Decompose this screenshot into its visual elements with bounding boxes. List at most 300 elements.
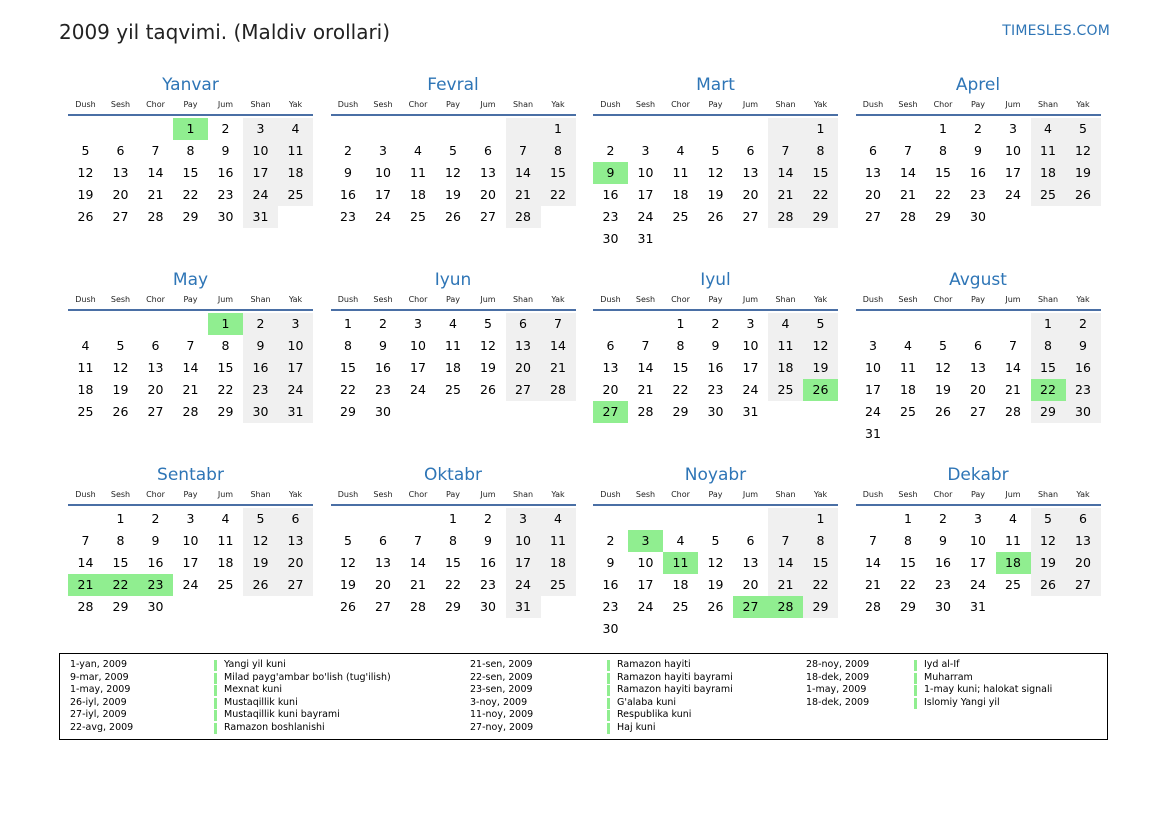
day-cell: 7 xyxy=(506,140,541,162)
weekday-label: Dush xyxy=(75,490,96,499)
day-cell: 23 xyxy=(340,209,356,224)
day-cell: 16 xyxy=(375,360,391,375)
day-cell: 12 xyxy=(243,530,278,552)
weekday-label: Yak xyxy=(288,100,303,109)
legend-row xyxy=(60,697,1107,710)
legend-row xyxy=(60,659,1107,672)
days-grid xyxy=(856,118,1101,228)
weekday-label: Shan xyxy=(512,295,534,304)
day-cell: 20 xyxy=(970,382,986,397)
legend-holiday-name: Milad payg'ambar bo'lish (tug'ilish) xyxy=(224,671,391,683)
day-cell: 29 xyxy=(445,599,461,614)
day-cell: 13 xyxy=(375,555,391,570)
day-cell: 11 xyxy=(445,338,461,353)
month-calendar xyxy=(856,74,1101,269)
weekday-label: Pay xyxy=(708,295,723,304)
empty-day-cell xyxy=(768,118,803,140)
empty-day-cell xyxy=(593,313,628,335)
day-cell: 25 xyxy=(1005,577,1021,592)
day-cell: 29 xyxy=(112,599,129,614)
day-cell: 4 xyxy=(1031,118,1066,140)
day-cell: 6 xyxy=(151,338,160,353)
day-cell: 7 xyxy=(641,338,650,353)
day-cell: 20 xyxy=(602,382,619,397)
legend-row xyxy=(60,684,1107,697)
weekday-label: Yak xyxy=(1076,295,1090,304)
day-cell: 14 xyxy=(506,162,541,184)
day-cell: 2 xyxy=(344,143,352,158)
day-cell: 26 xyxy=(1066,184,1101,206)
day-cell: 4 xyxy=(676,143,685,158)
day-cell: 25 xyxy=(768,379,803,401)
legend-marker xyxy=(914,685,917,696)
day-cell: 2 xyxy=(974,121,982,136)
day-cell: 24 xyxy=(637,599,654,614)
day-cell: 11 xyxy=(672,165,689,180)
day-cell: 20 xyxy=(506,357,541,379)
empty-day-cell xyxy=(366,508,401,530)
day-cell: 21 xyxy=(68,574,103,596)
day-cell: 28 xyxy=(768,596,803,618)
month-name: Oktabr xyxy=(423,465,483,485)
holiday-legend xyxy=(59,653,1108,740)
day-cell: 30 xyxy=(243,401,278,423)
day-cell: 17 xyxy=(742,360,759,375)
day-cell: 8 xyxy=(803,530,838,552)
day-cell: 10 xyxy=(1005,143,1021,158)
day-cell: 20 xyxy=(278,552,313,574)
day-cell: 10 xyxy=(865,360,881,375)
legend-holiday-name: G'alaba kuni xyxy=(617,696,677,708)
day-cell: 13 xyxy=(147,360,164,375)
day-cell: 7 xyxy=(186,338,195,353)
day-cell: 1 xyxy=(803,508,838,530)
day-cell: 8 xyxy=(904,533,912,548)
empty-day-cell xyxy=(173,313,208,335)
day-cell: 12 xyxy=(707,165,724,180)
weekday-label: Sesh xyxy=(898,295,918,304)
day-cell: 19 xyxy=(445,187,461,202)
day-cell: 19 xyxy=(935,382,951,397)
weekday-label: Shan xyxy=(775,490,796,499)
day-cell: 4 xyxy=(414,143,422,158)
day-cell: 4 xyxy=(676,533,685,548)
legend-date: 11-noy, 2009 xyxy=(470,709,534,721)
legend-date: 23-sen, 2009 xyxy=(470,684,533,696)
weekday-label: Jum xyxy=(480,490,496,499)
weekday-label: Jum xyxy=(1005,490,1021,499)
day-cell: 19 xyxy=(480,360,496,375)
weekday-label: Chor xyxy=(146,100,165,109)
day-cell: 28 xyxy=(410,599,426,614)
day-cell: 9 xyxy=(1066,335,1101,357)
day-cell: 6 xyxy=(278,508,313,530)
empty-day-cell xyxy=(103,118,138,140)
month-calendar xyxy=(593,269,838,464)
day-cell: 14 xyxy=(147,165,164,180)
day-cell: 28 xyxy=(77,599,94,614)
weekday-label: Yak xyxy=(288,295,303,304)
day-cell: 9 xyxy=(484,533,492,548)
day-cell: 19 xyxy=(707,187,724,202)
legend-holiday-name: Mustaqillik kuni xyxy=(224,696,298,708)
day-cell: 8 xyxy=(676,338,685,353)
day-cell: 1 xyxy=(344,316,352,331)
day-cell: 27 xyxy=(147,404,164,419)
day-cell: 22 xyxy=(445,577,461,592)
site-link[interactable]: TIMESLES.COM xyxy=(1002,23,1110,39)
weekday-label: Chor xyxy=(933,490,953,499)
day-cell: 20 xyxy=(742,187,759,202)
day-cell: 1 xyxy=(1031,313,1066,335)
legend-row xyxy=(60,709,1107,722)
day-cell: 3 xyxy=(869,338,877,353)
day-cell: 23 xyxy=(970,187,986,202)
day-cell: 21 xyxy=(182,382,199,397)
day-cell: 16 xyxy=(707,360,724,375)
day-cell: 12 xyxy=(77,165,94,180)
empty-day-cell xyxy=(138,118,173,140)
day-cell: 24 xyxy=(1005,187,1021,202)
weekday-label: Sesh xyxy=(373,295,393,304)
weekday-label: Yak xyxy=(551,490,565,499)
empty-day-cell xyxy=(663,118,698,140)
day-cell: 13 xyxy=(480,165,496,180)
weekday-label: Chor xyxy=(671,100,690,109)
weekday-label: Yak xyxy=(1076,490,1090,499)
day-cell: 19 xyxy=(112,382,129,397)
day-cell: 27 xyxy=(865,209,881,224)
day-cell: 1 xyxy=(173,118,208,140)
weekday-label: Yak xyxy=(1076,100,1090,109)
day-cell: 15 xyxy=(217,360,234,375)
month-name: Fevral xyxy=(427,75,479,95)
day-cell: 8 xyxy=(541,140,576,162)
month-name: Mart xyxy=(696,75,735,95)
weekday-label: Sesh xyxy=(635,490,656,499)
day-cell: 13 xyxy=(278,530,313,552)
weekday-label: Chor xyxy=(408,490,428,499)
day-cell: 21 xyxy=(637,382,654,397)
legend-date: 3-noy, 2009 xyxy=(470,696,528,708)
day-cell: 27 xyxy=(375,599,391,614)
day-cell: 3 xyxy=(414,316,422,331)
legend-date: 22-sen, 2009 xyxy=(470,671,533,683)
weekday-label: Shan xyxy=(512,490,534,499)
day-cell: 14 xyxy=(637,360,654,375)
day-cell: 7 xyxy=(768,530,803,552)
day-cell: 13 xyxy=(742,555,759,570)
day-cell: 6 xyxy=(379,533,387,548)
weekday-label: Jum xyxy=(1005,295,1021,304)
day-cell: 27 xyxy=(742,209,759,224)
weekday-label: Pay xyxy=(445,490,461,499)
day-cell: 16 xyxy=(217,165,234,180)
day-cell: 13 xyxy=(742,165,759,180)
day-cell: 4 xyxy=(541,508,576,530)
legend-marker xyxy=(607,723,610,734)
empty-day-cell xyxy=(471,118,506,140)
day-cell: 15 xyxy=(935,165,951,180)
legend-holiday-name: Haj kuni xyxy=(617,721,656,733)
day-cell: 18 xyxy=(996,552,1031,574)
day-cell: 16 xyxy=(602,577,619,592)
day-cell: 7 xyxy=(414,533,422,548)
day-cell: 9 xyxy=(711,338,720,353)
weekday-label: Yak xyxy=(288,490,303,499)
day-cell: 3 xyxy=(628,530,663,552)
day-cell: 17 xyxy=(1005,165,1021,180)
weekday-label: Shan xyxy=(512,100,534,109)
legend-holiday-name: Iyd al-If xyxy=(924,659,960,670)
day-cell: 23 xyxy=(480,577,496,592)
day-cell: 28 xyxy=(182,404,199,419)
empty-day-cell xyxy=(138,313,173,335)
day-cell: 10 xyxy=(637,555,654,570)
day-cell: 22 xyxy=(803,184,838,206)
day-cell: 31 xyxy=(865,426,881,441)
legend-date: 9-mar, 2009 xyxy=(70,671,129,683)
day-cell: 29 xyxy=(803,596,838,618)
month-calendar xyxy=(856,269,1101,464)
weekday-label: Jum xyxy=(480,295,496,304)
legend-holiday-name: Islomiy Yangi yil xyxy=(924,696,1000,708)
month-name: Aprel xyxy=(955,75,1001,95)
day-cell: 26 xyxy=(340,599,356,614)
page-title: 2009 yil taqvimi. (Maldiv orollari) xyxy=(59,20,391,44)
day-cell: 9 xyxy=(344,165,352,180)
empty-day-cell xyxy=(506,118,541,140)
legend-holiday-name: Mexnat kuni xyxy=(224,684,282,696)
day-cell: 12 xyxy=(480,338,496,353)
day-cell: 28 xyxy=(506,206,541,228)
day-cell: 10 xyxy=(278,335,313,357)
day-cell: 20 xyxy=(1066,552,1101,574)
weekday-label: Jum xyxy=(742,295,759,304)
day-cell: 14 xyxy=(768,552,803,574)
day-cell: 6 xyxy=(484,143,492,158)
day-cell: 12 xyxy=(445,165,461,180)
legend-holiday-name: Mustaqillik kuni bayrami xyxy=(224,709,340,721)
day-cell: 16 xyxy=(147,555,164,570)
empty-day-cell xyxy=(331,508,366,530)
day-cell: 14 xyxy=(182,360,199,375)
day-cell: 7 xyxy=(869,533,877,548)
day-cell: 23 xyxy=(1066,379,1101,401)
legend-marker xyxy=(914,698,917,709)
day-cell: 12 xyxy=(1066,140,1101,162)
weekday-label: Chor xyxy=(933,100,953,109)
day-cell: 31 xyxy=(243,206,278,228)
day-cell: 14 xyxy=(900,165,916,180)
day-cell: 8 xyxy=(1031,335,1066,357)
day-cell: 2 xyxy=(379,316,387,331)
legend-date: 21-sen, 2009 xyxy=(470,659,533,670)
legend-date: 1-yan, 2009 xyxy=(70,659,127,670)
empty-day-cell xyxy=(401,508,436,530)
day-cell: 12 xyxy=(340,555,356,570)
weekday-label: Dush xyxy=(862,490,884,499)
day-cell: 23 xyxy=(602,209,619,224)
day-cell: 23 xyxy=(138,574,173,596)
empty-day-cell xyxy=(628,118,663,140)
day-cell: 14 xyxy=(768,162,803,184)
day-cell: 30 xyxy=(480,599,496,614)
day-cell: 1 xyxy=(449,511,457,526)
day-cell: 20 xyxy=(112,187,129,202)
day-cell: 21 xyxy=(506,184,541,206)
day-cell: 12 xyxy=(935,360,951,375)
day-cell: 30 xyxy=(602,621,619,636)
day-cell: 1 xyxy=(904,511,912,526)
weekday-label: Dush xyxy=(600,100,621,109)
weekday-label: Shan xyxy=(1037,100,1059,109)
day-cell: 10 xyxy=(506,530,541,552)
day-cell: 2 xyxy=(939,511,947,526)
day-cell: 22 xyxy=(103,574,138,596)
day-cell: 1 xyxy=(208,313,243,335)
day-cell: 13 xyxy=(865,165,881,180)
days-grid xyxy=(68,313,313,423)
day-cell: 6 xyxy=(974,338,982,353)
day-cell: 15 xyxy=(803,552,838,574)
day-cell: 3 xyxy=(746,316,755,331)
day-cell: 29 xyxy=(935,209,951,224)
day-cell: 24 xyxy=(970,577,986,592)
day-cell: 11 xyxy=(1031,140,1066,162)
day-cell: 29 xyxy=(900,599,916,614)
weekday-label: Chor xyxy=(671,295,690,304)
days-grid xyxy=(856,508,1101,618)
days-grid xyxy=(856,313,1101,445)
day-cell: 2 xyxy=(484,511,492,526)
legend-holiday-name: Ramazon hayiti xyxy=(617,659,691,670)
weekday-label: Shan xyxy=(250,100,271,109)
month-name: Iyul xyxy=(700,270,731,290)
empty-day-cell xyxy=(366,118,401,140)
day-cell: 28 xyxy=(768,206,803,228)
day-cell: 25 xyxy=(672,209,689,224)
weekday-label: Shan xyxy=(775,295,796,304)
day-cell: 28 xyxy=(541,379,576,401)
day-cell: 17 xyxy=(865,382,881,397)
day-cell: 26 xyxy=(480,382,496,397)
month-calendar xyxy=(68,269,313,464)
day-cell: 18 xyxy=(900,382,916,397)
month-name: Noyabr xyxy=(684,465,747,485)
days-grid xyxy=(593,508,838,640)
months-grid xyxy=(68,74,1108,659)
day-cell: 27 xyxy=(1066,574,1101,596)
day-cell: 4 xyxy=(1009,511,1017,526)
empty-day-cell xyxy=(856,508,891,530)
day-cell: 30 xyxy=(602,231,619,246)
weekday-label: Sesh xyxy=(373,100,393,109)
days-grid xyxy=(331,313,576,423)
day-cell: 13 xyxy=(112,165,129,180)
day-cell: 19 xyxy=(803,357,838,379)
legend-holiday-name: Yangi yil kuni xyxy=(224,659,286,670)
legend-column xyxy=(60,659,1107,709)
day-cell: 22 xyxy=(217,382,234,397)
day-cell: 22 xyxy=(1031,379,1066,401)
weekday-label: Dush xyxy=(600,295,621,304)
day-cell: 4 xyxy=(768,313,803,335)
empty-day-cell xyxy=(698,118,733,140)
day-cell: 5 xyxy=(1066,118,1101,140)
legend-marker xyxy=(914,660,917,671)
day-cell: 15 xyxy=(340,360,356,375)
day-cell: 25 xyxy=(77,404,94,419)
empty-day-cell xyxy=(996,313,1031,335)
day-cell: 8 xyxy=(186,143,195,158)
empty-day-cell xyxy=(68,118,103,140)
weekday-label: Pay xyxy=(445,100,461,109)
empty-day-cell xyxy=(856,118,891,140)
day-cell: 19 xyxy=(243,552,278,574)
legend-date: 1-may, 2009 xyxy=(70,684,131,696)
weekday-header xyxy=(68,488,313,506)
weekday-header xyxy=(856,98,1101,116)
day-cell: 4 xyxy=(278,118,313,140)
month-name: Avgust xyxy=(949,270,1007,290)
days-grid xyxy=(593,313,838,423)
month-calendar xyxy=(856,464,1101,659)
day-cell: 11 xyxy=(278,140,313,162)
day-cell: 21 xyxy=(768,574,803,596)
empty-day-cell xyxy=(733,118,768,140)
day-cell: 30 xyxy=(375,404,391,419)
day-cell: 13 xyxy=(970,360,986,375)
day-cell: 12 xyxy=(803,335,838,357)
day-cell: 27 xyxy=(970,404,986,419)
day-cell: 16 xyxy=(340,187,356,202)
day-cell: 3 xyxy=(243,118,278,140)
day-cell: 12 xyxy=(707,555,724,570)
day-cell: 23 xyxy=(707,382,724,397)
empty-day-cell xyxy=(768,508,803,530)
day-cell: 18 xyxy=(77,382,94,397)
weekday-header xyxy=(68,293,313,311)
month-calendar xyxy=(331,464,576,659)
weekday-label: Pay xyxy=(708,100,723,109)
day-cell: 2 xyxy=(606,143,615,158)
day-cell: 9 xyxy=(939,533,947,548)
day-cell: 27 xyxy=(593,401,628,423)
weekday-label: Pay xyxy=(183,295,198,304)
weekday-label: Dush xyxy=(337,295,359,304)
day-cell: 28 xyxy=(1005,404,1021,419)
day-cell: 8 xyxy=(116,533,125,548)
day-cell: 11 xyxy=(900,360,916,375)
weekday-label: Shan xyxy=(1037,490,1059,499)
day-cell: 25 xyxy=(1031,184,1066,206)
weekday-label: Sesh xyxy=(898,490,918,499)
empty-day-cell xyxy=(68,508,103,530)
weekday-label: Chor xyxy=(933,295,953,304)
day-cell: 20 xyxy=(147,382,164,397)
empty-day-cell xyxy=(68,313,103,335)
weekday-label: Pay xyxy=(445,295,461,304)
day-cell: 16 xyxy=(243,357,278,379)
empty-day-cell xyxy=(593,118,628,140)
day-cell: 18 xyxy=(410,187,426,202)
day-cell: 8 xyxy=(449,533,457,548)
weekday-label: Dush xyxy=(600,490,621,499)
day-cell: 21 xyxy=(865,577,881,592)
month-calendar xyxy=(331,74,576,269)
day-cell: 5 xyxy=(81,143,90,158)
